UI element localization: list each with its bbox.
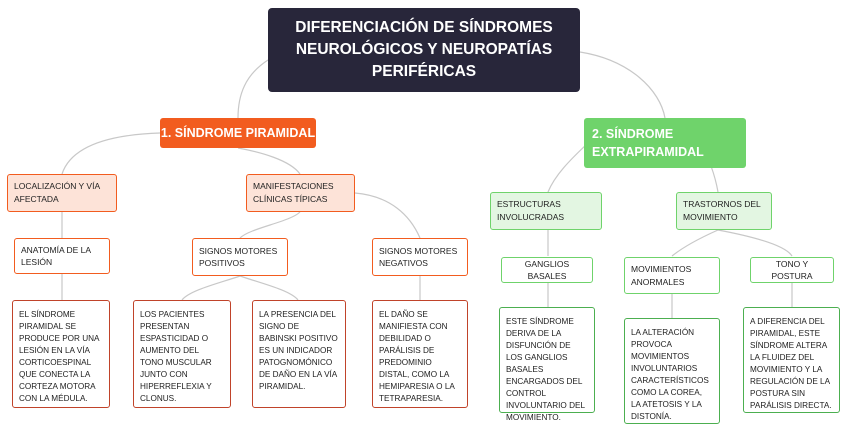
- estructuras-title: ESTRUCTURAS INVOLUCRADAS: [497, 199, 565, 222]
- ganglios-node: [501, 257, 593, 283]
- negativos-text-box: [372, 300, 468, 408]
- link-piramidal-manifestaciones: [238, 148, 300, 174]
- manifestaciones-node: [246, 174, 355, 212]
- anormales-text-box: [624, 318, 720, 424]
- anatomia-node: [14, 238, 110, 274]
- link-root-extrapiramidal: [580, 52, 665, 118]
- link-piramidal-localizacion: [62, 133, 160, 174]
- tono-title: TONO Y POSTURA: [771, 258, 813, 281]
- ganglios-text: ESTE SÍNDROME DERIVA DE LA DISFUNCIÓN DE LOS GANGLIOS BASALES ENCARGADOS DEL CONTROL INVOLUNTARIO DEL MOVIMIENTO.: [506, 317, 585, 422]
- link-extrapiramidal-estructuras: [548, 143, 588, 192]
- localizacion-node: [7, 174, 117, 212]
- positivos-text-2: LA PRESENCIA DEL SIGNO DE BABINSKI POSITIVO ES UN INDICADOR PATOGNOMÓNICO DE DAÑO EN LA VÍA PIRAMIDAL.: [259, 310, 338, 391]
- negativos-title: SIGNOS MOTORES NEGATIVOS: [379, 245, 458, 268]
- link-positivos-text1: [182, 276, 240, 300]
- trastornos-node: [676, 192, 772, 230]
- link-manifestaciones-negativos: [355, 193, 420, 238]
- positivos-text-box-1: [133, 300, 231, 408]
- manifestaciones-title: MANIFESTACIONES CLÍNICAS TÍPICAS: [253, 181, 334, 204]
- ganglios-text-box: [499, 307, 595, 422]
- anatomia-text-box: [12, 300, 110, 408]
- anatomia-title: ANATOMÍA DE LA LESIÓN: [21, 244, 91, 267]
- link-manifestaciones-positivos: [240, 212, 300, 238]
- link-root-piramidal: [238, 60, 268, 118]
- anatomia-text: EL SÍNDROME PIRAMIDAL SE PRODUCE POR UNA LESIÓN EN LA VÍA CORTICOESPINAL QUE CONECTA LA CORTEZA MOTORA CON LA MÉDULA.: [19, 310, 100, 403]
- link-trastornos-anormales: [672, 230, 718, 256]
- anormales-text: LA ALTERACIÓN PROVOCA MOVIMIENTOS INVOLUNTARIOS CARACTERÍSTICOS COMO LA COREA, LA ATETOSIS Y LA DISTONÍA.: [631, 328, 709, 421]
- positivos-text-box-2: [252, 300, 346, 408]
- root-title-text: DIFERENCIACIÓN DE SÍNDROMES NEUROLÓGICOS Y NEUROPATÍAS PERIFÉRICAS: [295, 19, 553, 80]
- localizacion-title: LOCALIZACIÓN Y VÍA AFECTADA: [14, 181, 100, 204]
- estructuras-node: [490, 192, 602, 230]
- link-trastornos-tono: [718, 230, 792, 256]
- root-title: [268, 8, 580, 92]
- link-positivos-text2: [240, 276, 298, 300]
- tono-node: [750, 257, 834, 283]
- extrapiramidal-node: [584, 118, 746, 168]
- tono-text-box: [743, 307, 840, 413]
- anormales-title: MOVIMIENTOS ANORMALES: [631, 264, 692, 287]
- ganglios-title: GANGLIOS BASALES: [524, 258, 570, 281]
- positivos-title: SIGNOS MOTORES POSITIVOS: [199, 245, 278, 268]
- trastornos-title: TRASTORNOS DEL MOVIMIENTO: [683, 199, 761, 222]
- anormales-node: [624, 257, 720, 294]
- negativos-node: [372, 238, 468, 276]
- extrapiramidal-title: 2. SÍNDROME EXTRAPIRAMIDAL: [592, 127, 704, 159]
- piramidal-title: 1. SÍNDROME PIRAMIDAL: [160, 126, 316, 140]
- negativos-text: EL DAÑO SE MANIFIESTA CON DEBILIDAD O PARÁLISIS DE PREDOMINIO DISTAL, COMO LA HEMIPARESIA O LA TETRAPARESIA.: [379, 310, 455, 403]
- positivos-text-1: LOS PACIENTES PRESENTAN ESPASTICIDAD O AUMENTO DEL TONO MUSCULAR JUNTO CON HIPERREFLEXIA Y CLONUS.: [140, 310, 212, 403]
- tono-text: A DIFERENCIA DEL PIRAMIDAL, ESTE SÍNDROME ALTERA LA FLUIDEZ DEL MOVIMIENTO Y LA REGULACIÓN DE LA POSTURA SIN PARÁLISIS DIRECTA.: [750, 317, 832, 410]
- piramidal-node: [160, 118, 316, 148]
- positivos-node: [192, 238, 288, 276]
